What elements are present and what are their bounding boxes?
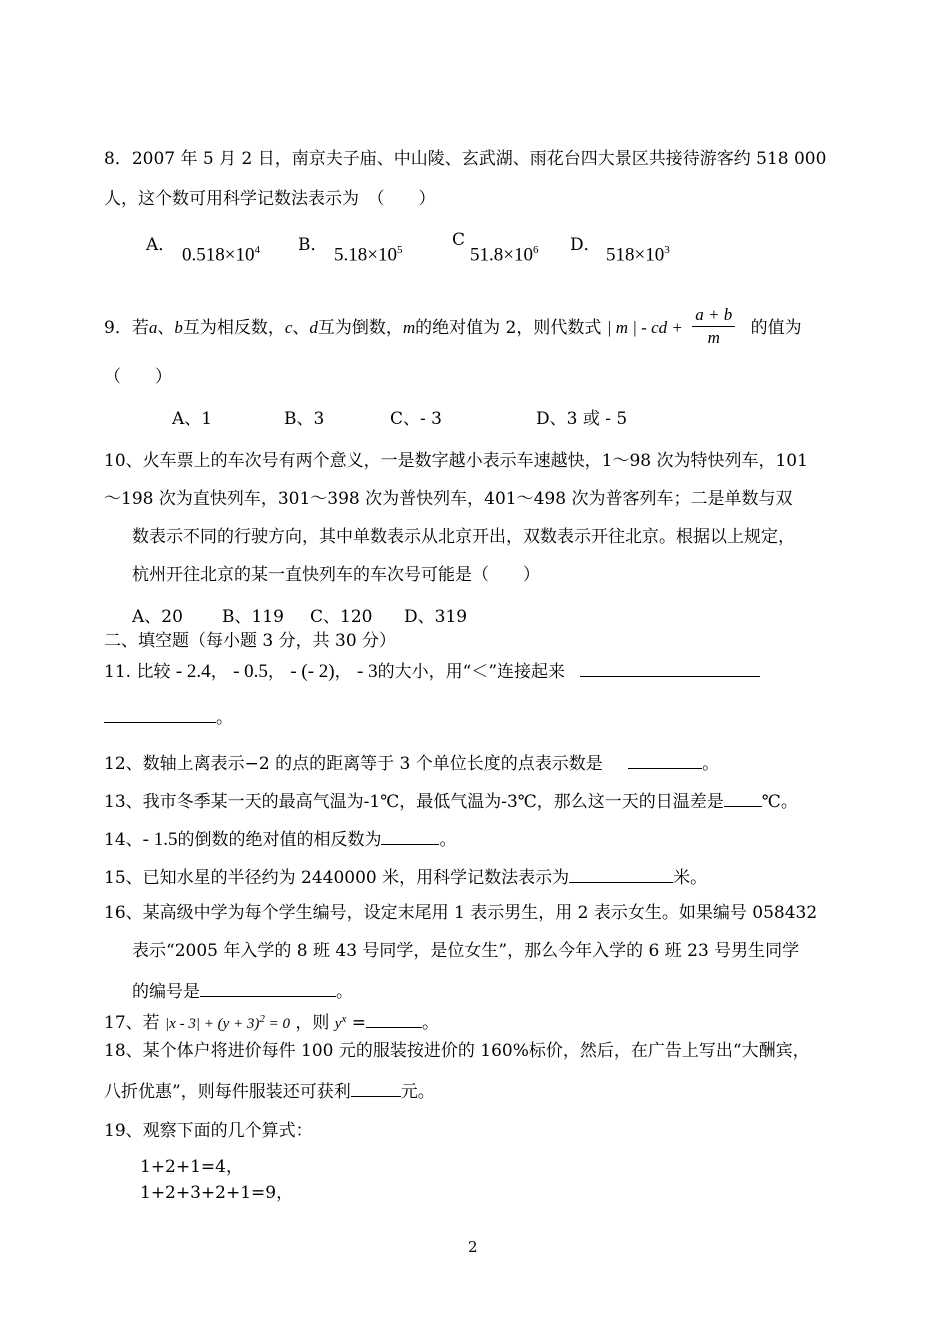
q8-option-b-label: B． bbox=[298, 235, 328, 255]
q18-line1: 18、某个体户将进价每件 100 元的服装按进价的 160%标价，然后，在广告上写出“大酬宾， bbox=[104, 1041, 810, 1061]
q15-answer-blank[interactable] bbox=[569, 864, 673, 883]
q17-answer-blank[interactable] bbox=[366, 1009, 422, 1028]
q17-expression: $|x - 3| + (y + 3)^2 = 0$ bbox=[165, 1013, 290, 1032]
q8-option-a-value: $0.518\times 10^4$ bbox=[182, 244, 260, 266]
q10-option-d: D、319 bbox=[404, 607, 468, 627]
q12: 12、数轴上离表示−2 的点的距离等于 3 个单位长度的点表示数是 。 bbox=[104, 750, 719, 775]
q10-line4: 杭州开往北京的某一直快列车的车次号可能是（ ） bbox=[132, 565, 540, 585]
q8-option-c-label: C bbox=[452, 230, 466, 250]
q17: 17、若 $|x - 3| + (y + 3)^2 = 0$ ，则 $y^x$ = 。 bbox=[104, 1008, 439, 1035]
page-number: 2 bbox=[468, 1238, 478, 1256]
q13-answer-blank[interactable] bbox=[724, 788, 762, 807]
q10-line1: 10、火车票上的车次号有两个意义，一是数字越小表示车速越快，1～98 次为特快列车，101 bbox=[104, 451, 808, 471]
q19-eq1: 1+2+1=4， bbox=[140, 1157, 243, 1177]
q8-option-b-value: $5.18\times 10^5$ bbox=[334, 244, 403, 266]
q8-option-c-value: $51.8\times 10^6$ bbox=[470, 244, 539, 266]
q11-stem: 11. 比较 - 2.4， - 0.5， - (- 2)， - 3的大小，用“＜”连接起来 bbox=[104, 658, 760, 683]
q9-option-a: A、1 bbox=[172, 409, 213, 429]
q9-fraction: $\frac{a + b}{m}$ bbox=[692, 304, 735, 349]
q8-line1: 8．2007 年 5 月 2 日，南京夫子庙、中山陵、玄武湖、雨花台四大景区共接待游客约 518 000 bbox=[104, 149, 827, 169]
q18-line2: 八折优惠”，则每件服装还可获利 元。 bbox=[104, 1078, 435, 1103]
q9-option-d: D、3 或 - 5 bbox=[536, 409, 628, 429]
q10-line2: ～198 次为直快列车，301～398 次为普快列车，401～498 次为普客列车；二是单数与双 bbox=[104, 489, 793, 509]
q10-option-c: C、120 bbox=[310, 607, 373, 627]
q16-answer-blank[interactable] bbox=[200, 978, 336, 997]
q12-answer-blank[interactable] bbox=[628, 750, 702, 769]
q14-answer-blank[interactable] bbox=[381, 826, 439, 845]
q11-continuation: 。 bbox=[104, 704, 233, 729]
q13: 13、我市冬季某一天的最高气温为-1℃，最低气温为-3℃，那么这一天的日温差是 ℃。 bbox=[104, 788, 798, 813]
q19-title: 19、观察下面的几个算式： bbox=[104, 1121, 313, 1141]
q18-answer-blank[interactable] bbox=[351, 1078, 401, 1097]
q19-eq2: 1+2+3+2+1=9， bbox=[140, 1183, 294, 1203]
q9-expression: | m | - cd + bbox=[606, 318, 683, 337]
q16-line1: 16、某高级中学为每个学生编号，设定末尾用 1 表示男生，用 2 表示女生。如果编号 058432 bbox=[104, 903, 818, 923]
q11-answer-blank[interactable] bbox=[580, 658, 760, 677]
q8-line2: 人，这个数可用科学记数法表示为 （ ） bbox=[104, 189, 436, 209]
q16-line2: 表示“2005 年入学的 8 班 43 号同学，是位女生”，那么今年入学的 6 班 23 号男生同学 bbox=[132, 941, 800, 961]
q8-option-d-value: $518\times 10^3$ bbox=[606, 244, 670, 266]
q16-line3: 的编号是 。 bbox=[132, 978, 353, 1003]
section-2-heading: 二、填空题（每小题 3 分，共 30 分） bbox=[104, 631, 397, 651]
q8-option-d-label: D． bbox=[570, 235, 601, 255]
q9-stem: 9．若a、b互为相反数，c、d互为倒数，m的绝对值为 2，则代数式 | m | - cd + $\frac{a + b}{m}$ 的值为 bbox=[104, 305, 802, 347]
q10-option-a: A、20 bbox=[132, 607, 183, 627]
q17-power: $y^x$ bbox=[334, 1013, 347, 1032]
q10-line3: 数表示不同的行驶方向，其中单数表示从北京开出，双数表示开往北京。根据以上规定， bbox=[132, 527, 795, 547]
q15: 15、已知水星的半径约为 2440000 米，用科学记数法表示为 米。 bbox=[104, 864, 707, 889]
q8-option-a-label: A． bbox=[146, 235, 176, 255]
q11-answer-blank-2[interactable] bbox=[104, 704, 216, 723]
q9-paren: （ ） bbox=[104, 367, 172, 387]
q9-option-b: B、3 bbox=[284, 409, 325, 429]
q10-option-b: B、119 bbox=[222, 607, 284, 627]
q14: 14、- 1.5的倒数的绝对值的相反数为 。 bbox=[104, 826, 456, 851]
q9-option-c: C、- 3 bbox=[390, 409, 442, 429]
